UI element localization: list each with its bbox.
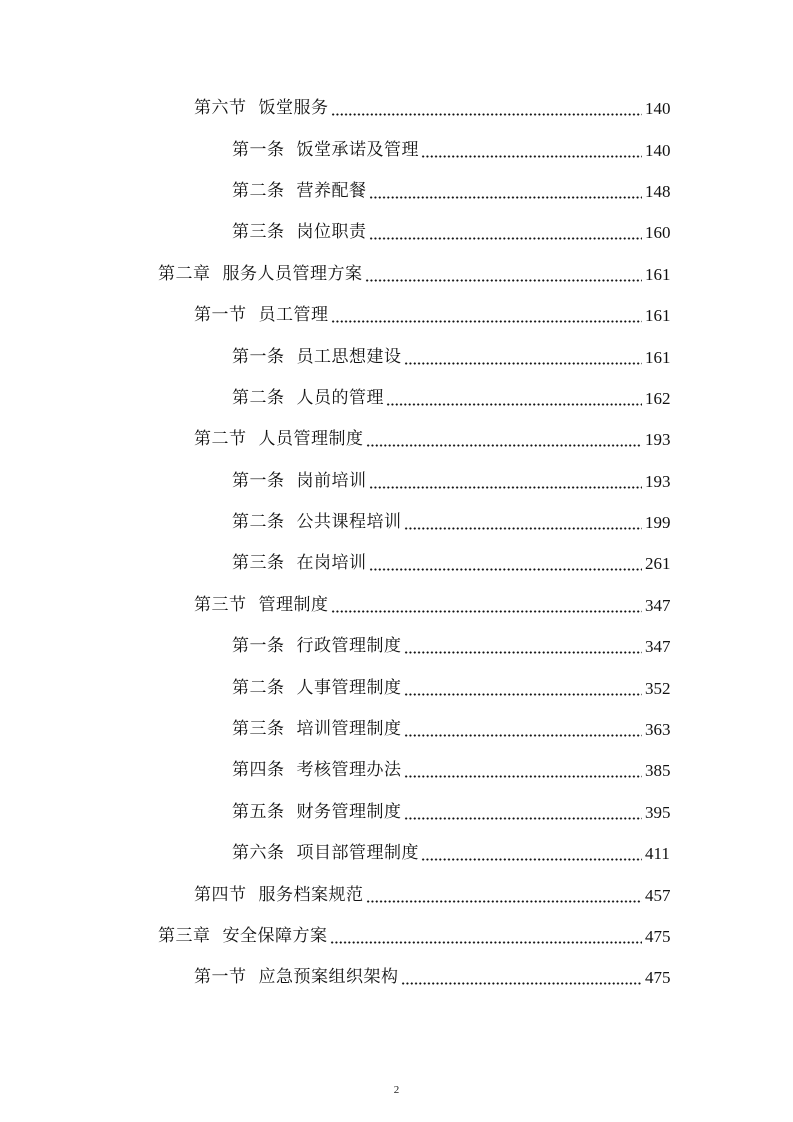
toc-entry-label: 第一条: [232, 470, 285, 491]
toc-entry[interactable]: [0, 874, 793, 915]
toc-entry-title: 安全保障方案: [222, 926, 328, 946]
toc-entry-page: 161: [645, 264, 671, 284]
dot-leader: [404, 804, 643, 821]
toc-entry-label: 第三条: [232, 719, 285, 740]
toc-entry-label: 第二条: [232, 180, 285, 201]
toc-entry[interactable]: [0, 129, 793, 170]
toc-entry-label: 第五条: [232, 801, 285, 822]
toc-entry-label: 第二节: [194, 429, 247, 450]
toc-entry-page: 395: [645, 802, 671, 822]
toc-entry-page: 385: [645, 761, 671, 781]
dot-leader: [369, 555, 643, 572]
toc-entry-label: 第二章: [158, 263, 211, 284]
toc-entry-label: 第四节: [194, 884, 247, 905]
toc-entry-page: 457: [645, 885, 671, 905]
toc-entry[interactable]: [0, 419, 793, 460]
table-of-contents: [0, 88, 793, 999]
toc-entry-title: 员工管理: [258, 305, 329, 326]
toc-entry-page: 363: [645, 720, 671, 740]
toc-entry-title: 应急预案组织架构: [258, 967, 399, 988]
toc-entry[interactable]: [0, 957, 793, 998]
toc-entry[interactable]: [0, 585, 793, 626]
toc-entry-page: 347: [645, 595, 671, 615]
toc-entry-label: 第三条: [232, 222, 285, 243]
toc-entry-label: 第六条: [232, 843, 285, 864]
toc-entry[interactable]: [0, 254, 793, 295]
dot-leader: [404, 514, 643, 531]
dot-leader: [331, 100, 643, 117]
dot-leader: [369, 224, 643, 241]
dot-leader: [331, 307, 643, 324]
toc-entry-page: 161: [645, 347, 671, 367]
toc-entry-label: 第一条: [232, 636, 285, 657]
toc-entry-title: 培训管理制度: [296, 719, 402, 740]
toc-entry-page: 148: [645, 181, 671, 201]
toc-entry[interactable]: [0, 378, 793, 419]
toc-entry[interactable]: [0, 88, 793, 129]
dot-leader: [369, 183, 643, 200]
toc-entry-page: 411: [645, 844, 670, 864]
toc-entry-label: 第一条: [232, 346, 285, 367]
toc-entry-label: 第二条: [232, 387, 285, 408]
toc-entry-title: 员工思想建设: [296, 346, 402, 367]
toc-entry-title: 服务档案规范: [258, 884, 364, 905]
toc-entry-label: 第一节: [194, 305, 247, 326]
toc-entry[interactable]: [0, 295, 793, 336]
toc-entry-page: 475: [645, 927, 671, 946]
toc-entry-title: 项目部管理制度: [296, 843, 419, 864]
toc-entry-page: 162: [645, 388, 671, 408]
dot-leader: [421, 142, 642, 159]
toc-entry-title: 人事管理制度: [296, 677, 402, 698]
toc-entry-label: 第三节: [194, 594, 247, 615]
toc-entry-title: 饭堂承诺及管理: [296, 139, 419, 160]
toc-entry[interactable]: [0, 336, 793, 377]
dot-leader: [421, 845, 642, 862]
toc-entry-page: 193: [645, 471, 671, 491]
dot-leader: [386, 390, 642, 407]
toc-entry[interactable]: [0, 543, 793, 584]
toc-entry-page: 475: [645, 968, 671, 988]
toc-entry-title: 管理制度: [258, 594, 329, 615]
dot-leader: [365, 266, 643, 283]
toc-entry[interactable]: [0, 792, 793, 833]
toc-entry-label: 第六节: [194, 98, 247, 119]
toc-entry-label: 第三章: [158, 926, 211, 946]
toc-entry-page: 193: [645, 430, 671, 450]
dot-leader: [404, 349, 643, 366]
toc-entry-title: 财务管理制度: [296, 801, 402, 822]
dot-leader: [404, 638, 643, 655]
toc-entry-page: 261: [645, 554, 671, 574]
toc-entry[interactable]: [0, 461, 793, 502]
toc-entry-page: 160: [645, 223, 671, 243]
toc-entry-label: 第三条: [232, 553, 285, 574]
toc-entry-title: 饭堂服务: [258, 98, 329, 119]
toc-entry-page: 161: [645, 306, 671, 326]
dot-leader: [366, 431, 643, 448]
dot-leader: [404, 762, 643, 779]
toc-entry-label: 第一节: [194, 967, 247, 988]
dot-leader: [404, 721, 643, 738]
toc-entry-label: 第一条: [232, 139, 285, 160]
toc-entry[interactable]: [0, 212, 793, 253]
toc-entry-page: 199: [645, 513, 671, 533]
toc-entry[interactable]: [0, 502, 793, 543]
page-number: 2: [393, 1084, 400, 1096]
toc-entry-label: 第四条: [232, 760, 285, 781]
dot-leader: [401, 969, 643, 986]
toc-entry-title: 人员的管理: [296, 387, 384, 408]
toc-entry-title: 公共课程培训: [296, 512, 402, 533]
toc-entry[interactable]: [0, 171, 793, 212]
dot-leader: [404, 680, 643, 697]
toc-entry[interactable]: [0, 750, 793, 791]
toc-entry[interactable]: [0, 916, 793, 957]
toc-entry-title: 营养配餐: [296, 180, 367, 201]
dot-leader: [366, 887, 643, 904]
dot-leader: [331, 597, 643, 614]
toc-entry-page: 140: [645, 99, 671, 119]
toc-entry[interactable]: [0, 709, 793, 750]
toc-entry-title: 岗前培训: [296, 470, 367, 491]
dot-leader: [369, 473, 643, 490]
toc-entry-page: 140: [645, 140, 671, 160]
toc-entry[interactable]: [0, 667, 793, 708]
toc-entry-title: 行政管理制度: [296, 636, 402, 657]
toc-entry-title: 服务人员管理方案: [222, 263, 363, 284]
toc-entry-title: 在岗培训: [296, 553, 367, 574]
toc-entry-label: 第二条: [232, 512, 285, 533]
toc-entry-title: 人员管理制度: [258, 429, 364, 450]
toc-entry-label: 第二条: [232, 677, 285, 698]
toc-entry-page: 347: [645, 637, 671, 657]
dot-leader: [330, 928, 643, 945]
toc-entry-page: 352: [645, 678, 671, 698]
toc-entry[interactable]: [0, 833, 793, 874]
toc-entry-title: 岗位职责: [296, 222, 367, 243]
toc-entry[interactable]: [0, 626, 793, 667]
toc-entry-title: 考核管理办法: [296, 760, 402, 781]
